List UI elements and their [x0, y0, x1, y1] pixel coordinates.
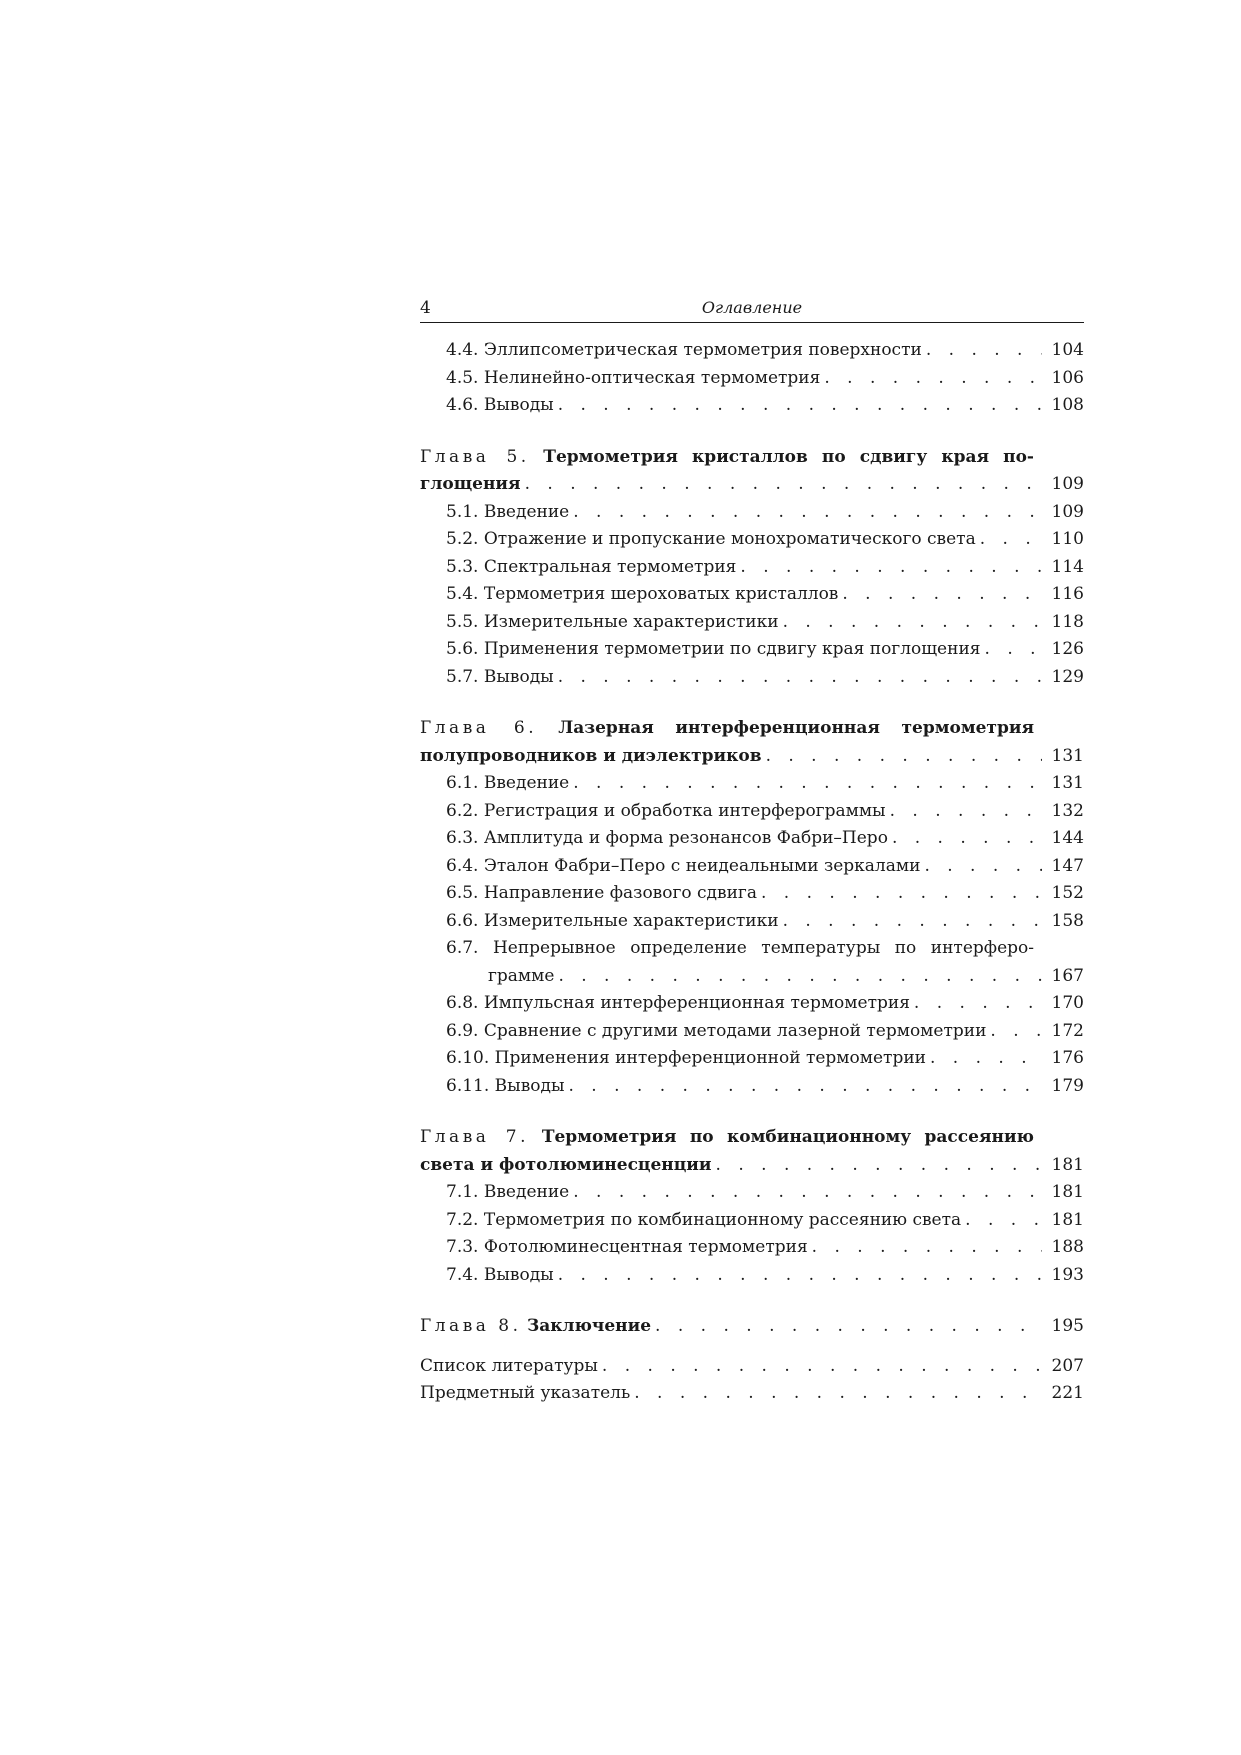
- toc-page-ref: 129: [1051, 666, 1084, 687]
- toc-entry[interactable]: 6.1. Введение . . . 131: [420, 770, 1084, 798]
- leader-dots: [985, 636, 1042, 664]
- leader-dots: [890, 798, 1042, 826]
- leader-dots: [634, 1380, 1042, 1408]
- toc-entry[interactable]: 6.5. Направление фазового сдвига . . . 152: [420, 880, 1084, 908]
- toc-page-ref: 181: [1051, 1154, 1084, 1175]
- toc-page-ref: 106: [1051, 367, 1084, 388]
- chapter-heading-7[interactable]: Глава 7. Термометрия по комбинационному рассеянию света и фотолюминесценции . . . 181: [420, 1124, 1084, 1179]
- toc-page-ref: 193: [1051, 1264, 1084, 1285]
- leader-dots: [569, 1073, 1043, 1101]
- toc-page-ref: 108: [1051, 395, 1084, 415]
- leader-dots: [525, 471, 1042, 499]
- table-of-contents: [420, 337, 1084, 1408]
- leader-dots: [740, 554, 1042, 582]
- toc-page-ref: 152: [1051, 883, 1084, 903]
- toc-entry[interactable]: 4.5. Нелинейно-оптическая термометрия . . . 106: [420, 365, 1084, 393]
- leader-dots: [716, 1152, 1042, 1180]
- leader-dots: [558, 664, 1042, 692]
- leader-dots: [783, 609, 1042, 637]
- toc-entry-index[interactable]: Предметный указатель . . . 221: [420, 1380, 1084, 1408]
- toc-entry[interactable]: 7.4. Выводы . . . 193: [420, 1262, 1084, 1290]
- toc-page-ref: 131: [1051, 745, 1084, 766]
- leader-dots: [930, 1045, 1042, 1073]
- toc-page-ref: 126: [1051, 639, 1084, 659]
- toc-page-ref: 167: [1051, 965, 1084, 986]
- toc-page-ref: 144: [1051, 828, 1084, 848]
- leader-dots: [558, 1262, 1042, 1290]
- toc-page-ref: 118: [1051, 611, 1084, 632]
- toc-page-ref: 179: [1051, 1075, 1084, 1096]
- leader-dots: [783, 908, 1042, 936]
- toc-entry[interactable]: 6.11. Выводы . . . 179: [420, 1073, 1084, 1101]
- toc-page-ref: 195: [1051, 1316, 1084, 1336]
- toc-entry-wrapped[interactable]: 6.7. Непрерывное определение температуры по интерферо- грамме . . . 167: [420, 935, 1084, 990]
- toc-page-ref: 158: [1051, 910, 1084, 931]
- leader-dots: [892, 825, 1042, 853]
- toc-entry[interactable]: 7.3. Фотолюминесцентная термометрия . . . 188: [420, 1234, 1084, 1262]
- chapter-heading-6[interactable]: Глава 6. Лазерная интерференционная термометрия полупроводников и диэлектриков . . . 131: [420, 715, 1084, 770]
- toc-entry[interactable]: 6.6. Измерительные характеристики . . . 158: [420, 908, 1084, 936]
- leader-dots: [602, 1353, 1042, 1381]
- leader-dots: [924, 853, 1042, 881]
- running-head: [420, 296, 1084, 323]
- toc-page-ref: 116: [1051, 584, 1084, 604]
- toc-entry[interactable]: 5.5. Измерительные характеристики . . . 118: [420, 609, 1084, 637]
- leader-dots: [766, 743, 1042, 771]
- toc-page-ref: 181: [1051, 1182, 1084, 1202]
- toc-page-ref: 176: [1051, 1048, 1084, 1068]
- toc-page-ref: 109: [1051, 501, 1084, 522]
- toc-entry[interactable]: 4.4. Эллипсометрическая термометрия поверхности . . . 104: [420, 337, 1084, 365]
- leader-dots: [558, 392, 1042, 420]
- toc-entry[interactable]: 6.10. Применения интерференционной термометрии . . . 176: [420, 1045, 1084, 1073]
- toc-page-ref: 109: [1051, 474, 1084, 494]
- chapter-heading-8[interactable]: Глава 8. Заключение . . . 195: [420, 1313, 1084, 1341]
- toc-page-ref: 170: [1051, 993, 1084, 1013]
- leader-dots: [573, 1179, 1042, 1207]
- leader-dots: [914, 990, 1042, 1018]
- toc-page-ref: 188: [1051, 1237, 1084, 1257]
- toc-entry[interactable]: 5.7. Выводы . . . 129: [420, 664, 1084, 692]
- leader-dots: [926, 337, 1042, 365]
- leader-dots: [655, 1313, 1042, 1341]
- toc-page-ref: 181: [1051, 1209, 1084, 1230]
- toc-entry-bibliography[interactable]: Список литературы . . . 207: [420, 1353, 1084, 1381]
- leader-dots: [558, 963, 1042, 991]
- toc-page-ref: 172: [1051, 1020, 1084, 1041]
- leader-dots: [824, 365, 1042, 393]
- toc-entry[interactable]: 7.1. Введение . . . 181: [420, 1179, 1084, 1207]
- toc-entry[interactable]: 5.4. Термометрия шероховатых кристаллов . . . 116: [420, 581, 1084, 609]
- running-head-title: Оглавление: [701, 298, 803, 317]
- toc-entry[interactable]: 5.1. Введение . . . 109: [420, 499, 1084, 527]
- toc-page-ref: 110: [1051, 529, 1084, 549]
- toc-page-ref: 114: [1051, 556, 1084, 577]
- leader-dots: [980, 526, 1042, 554]
- leader-dots: [990, 1018, 1042, 1046]
- toc-page-ref: 221: [1051, 1383, 1084, 1403]
- leader-dots: [842, 581, 1042, 609]
- toc-entry[interactable]: 6.3. Амплитуда и форма резонансов Фабри–Перо . . . 144: [420, 825, 1084, 853]
- leader-dots: [761, 880, 1042, 908]
- toc-entry[interactable]: 4.6. Выводы . . . 108: [420, 392, 1084, 420]
- toc-entry[interactable]: 6.8. Импульсная интерференционная термометрия . . . 170: [420, 990, 1084, 1018]
- leader-dots: [812, 1234, 1042, 1262]
- leader-dots: [573, 770, 1042, 798]
- page-number: 4: [420, 298, 431, 318]
- leader-dots: [573, 499, 1042, 527]
- toc-page-ref: 132: [1051, 800, 1084, 821]
- toc-entry[interactable]: 7.2. Термометрия по комбинационному рассеянию света . . . 181: [420, 1207, 1084, 1235]
- toc-page: [420, 296, 1084, 1408]
- toc-entry[interactable]: 5.2. Отражение и пропускание монохроматического света . . . 110: [420, 526, 1084, 554]
- leader-dots: [965, 1207, 1042, 1235]
- toc-entry[interactable]: 6.9. Сравнение с другими методами лазерной термометрии . . . 172: [420, 1018, 1084, 1046]
- toc-page-ref: 207: [1051, 1355, 1084, 1376]
- toc-page-ref: 131: [1051, 773, 1084, 793]
- toc-page-ref: 147: [1051, 855, 1084, 876]
- toc-page-ref: 104: [1051, 340, 1084, 360]
- chapter-heading-5[interactable]: Глава 5. Термометрия кристаллов по сдвигу края по- глощения . . . 109: [420, 444, 1084, 499]
- toc-entry[interactable]: 5.6. Применения термометрии по сдвигу края поглощения . . . 126: [420, 636, 1084, 664]
- toc-entry[interactable]: 6.4. Эталон Фабри–Перо с неидеальными зеркалами . . . 147: [420, 853, 1084, 881]
- toc-entry[interactable]: 5.3. Спектральная термометрия . . . 114: [420, 554, 1084, 582]
- toc-entry[interactable]: 6.2. Регистрация и обработка интерферограммы . . . 132: [420, 798, 1084, 826]
